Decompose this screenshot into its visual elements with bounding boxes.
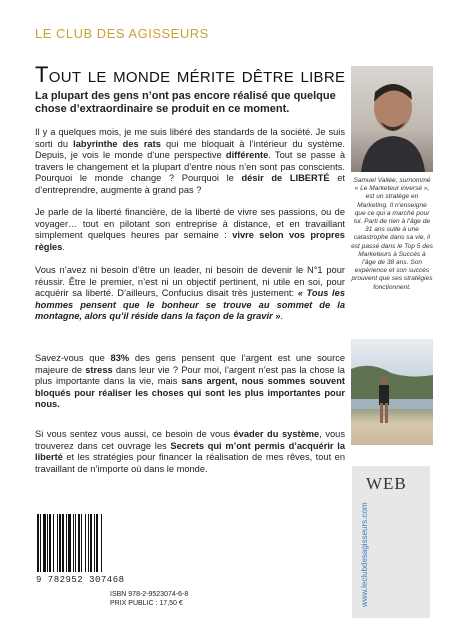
website-url[interactable]: www.leclubdesagisseurs.com <box>360 502 369 607</box>
isbn-text: ISBN 978-2-9523074-6-8 <box>110 591 189 598</box>
barcode <box>35 514 130 572</box>
barcode-number: 9 782952 307468 <box>36 575 125 585</box>
page-title: Tout le monde mérite dêtre libre <box>35 62 346 87</box>
lead-paragraph: La plupart des gens n’ont pas encore réalisé que quelque chose d’extraordinaire se produit en ce moment. <box>35 90 336 115</box>
isbn-block <box>110 590 188 608</box>
author-portrait-photo <box>351 66 433 172</box>
author-beach-photo <box>351 339 433 445</box>
paragraph-1: Il y a quelques mois, je me suis libéré des standards de la société. Je suis sorti du labyrinthe des rats qui me bloquait à l’intérieur du système. Depuis, je vois le monde d’une perspective différente. Tout se passe à travers le changement et la plupart d’entre nous n’en sont pas conscients. Pourquoi le monde change ? Pourquoi le désir de LIBERTÉ et d’entreprendre, augmente à grand pas ? <box>35 127 345 195</box>
price-text: PRIX PUBLIC : 17,50 € <box>110 600 183 607</box>
paragraph-4: Savez-vous que 83% des gens pensent que l’argent est une source majeure de stress dans leur vie ? Pour moi, l’argent n’est pas la chose la plus importante dans la vie, mais sans argent, nous sommes souvent bloqués pour réaliser les choses qui sont les plus importantes pour nous. <box>35 353 346 410</box>
brand-name: LE CLUB DES AGISSEURS <box>35 26 209 41</box>
publisher-logo: WEB <box>366 474 407 493</box>
paragraph-5: Si vous sentez vous aussi, ce besoin de vous évader du système, vous trouverez dans cet ouvrage les Secrets qui m’ont permis d’acquérir la liberté et les stratégies pour financer la réalisation de mes rêves, tout en travaillant de n’importe où dans le monde. <box>35 429 346 474</box>
paragraph-2: Je parle de la liberté financière, de la liberté de vivre ses passions, ou de voyager… tout en pilotant son entreprise à distance, et en travaillant simplement quelques heures par semaine : vivre selon vos propres règles. <box>35 207 345 252</box>
author-bio: Samuel Vallée, surnommé « Le Marketeur inversé », est un stratège en Marketing. Il n’enseigne que ce qui a marché pour lui. Parti de rien à l’âge de 31 ans suite à une catastrophe dans sa vie, il est passé dans le Top 5 des Marketeurs à Succès à l’âge de 38 ans. Son expérience et son succès prouvent que ses stratégies fonctionnent. <box>351 177 433 291</box>
paragraph-3: Vous n’avez ni besoin d’être un leader, ni besoin de devenir le N°1 pour réussir. Être le premier, n’est ni un objectif pertinent, ni utile en soi, pour acquérir sa liberté. D’ailleurs, Confucius disait très justement: « Tous les hommes pensent que le bonheur se trouve au sommet de la montagne, alors qu’il réside dans la façon de la gravir ». <box>35 265 345 322</box>
